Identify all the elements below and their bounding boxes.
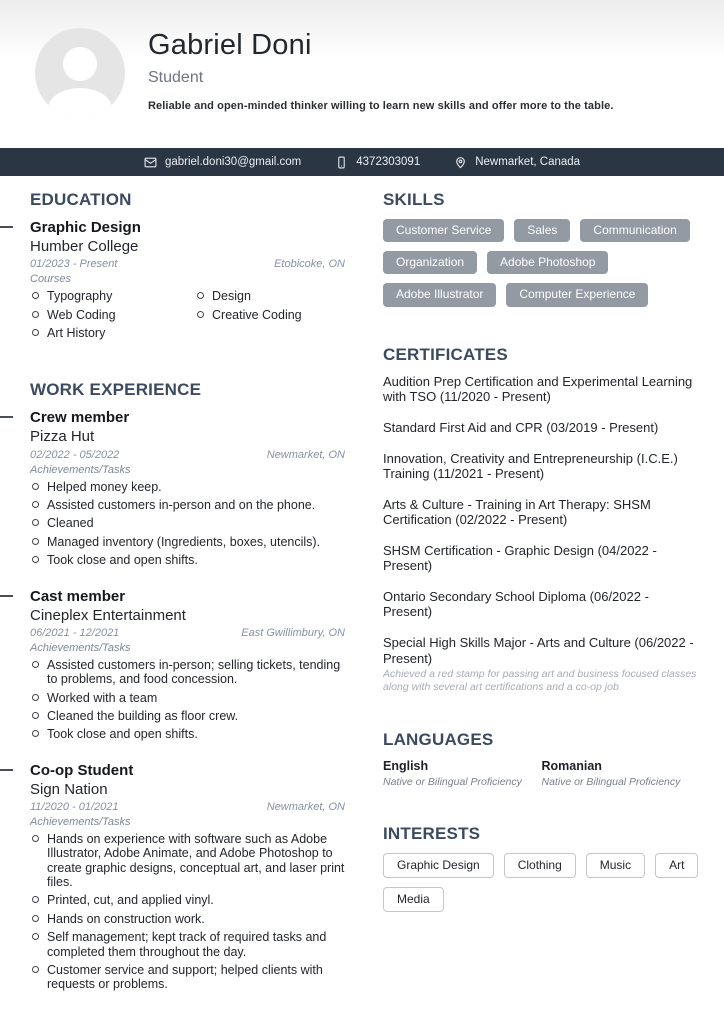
language-name: English — [383, 758, 429, 773]
tasks-label: Achievements/Tasks — [30, 463, 131, 476]
tasks-label: Achievements/Tasks — [30, 641, 131, 654]
contact-location — [454, 156, 580, 169]
entry-location: Newmarket, ON — [266, 448, 345, 461]
degree-title: Graphic Design — [30, 219, 141, 236]
tasks-list — [30, 832, 345, 992]
language-item — [542, 759, 701, 788]
identity-block — [148, 28, 613, 148]
list-item: Assisted customers in-person; selling tickets, tending to problems, and food concession. — [30, 658, 345, 687]
certificate-item: Ontario Secondary School Diploma (06/2022 - Present) — [383, 589, 649, 620]
list-item: Cleaned the building as floor crew. — [30, 709, 345, 723]
list-item: Design — [195, 289, 345, 303]
smartphone-icon — [335, 156, 348, 169]
entry-meta — [30, 801, 345, 813]
company-name: Pizza Hut — [30, 428, 95, 446]
list-item: Printed, cut, and applied vinyl. — [30, 893, 345, 907]
list-item: Hands on construction work. — [30, 912, 345, 926]
entry-dates: 01/2023 - Present — [30, 258, 118, 271]
skill-badge: Communication — [580, 219, 689, 242]
skill-badge: Customer Service — [383, 219, 504, 242]
location-value: Newmarket, Canada — [475, 156, 581, 168]
section-work-experience — [30, 380, 345, 991]
section-skills — [383, 190, 700, 307]
list-item: Typography — [30, 289, 195, 303]
interests-heading: INTERESTS — [383, 823, 481, 843]
certificate-item — [383, 635, 700, 693]
skills-heading: SKILLS — [383, 190, 445, 209]
section-certificates — [383, 345, 700, 694]
timeline-tick — [0, 416, 13, 418]
certificate-item: Audition Prep Certification and Experimental Learning with TSO (11/2020 - Present) — [383, 373, 693, 404]
avatar — [35, 28, 125, 118]
entry-meta — [30, 258, 345, 270]
certificate-item: Standard First Aid and CPR (03/2019 - Present) — [383, 419, 659, 435]
entry-location: Newmarket, ON — [266, 800, 345, 813]
section-interests — [383, 824, 700, 912]
skill-badge: Computer Experience — [506, 283, 648, 306]
education-entry — [30, 219, 345, 344]
entry-location: Etobicoke, ON — [274, 258, 345, 271]
company-name: Cineplex Entertainment — [30, 606, 186, 624]
certificate-text: Special High Skills Major - Arts and Culture (06/2022 - Present) — [383, 635, 694, 666]
language-level: Native or Bilingual Proficiency — [541, 775, 681, 788]
school-name: Humber College — [30, 238, 139, 255]
skill-badge: Organization — [383, 251, 477, 274]
list-item: Self management; kept track of required tasks and completed them throughout the day. — [30, 930, 345, 959]
person-name: Gabriel Doni — [148, 29, 312, 61]
list-item: Art History — [30, 326, 195, 340]
certificate-item: SHSM Certification - Graphic Design (04/2022 - Present) — [383, 543, 657, 574]
work-entry — [30, 762, 345, 992]
list-item: Web Coding — [30, 308, 195, 322]
list-item: Customer service and support; helped clients with requests or problems. — [30, 963, 345, 992]
email-value: gabriel.doni30@gmail.com — [164, 156, 302, 168]
certificate-item: Innovation, Creativity and Entrepreneurship (I.C.E.) Training (11/2021 - Present) — [383, 450, 678, 481]
list-item: Creative Coding — [195, 308, 345, 322]
person-silhouette-icon — [63, 47, 97, 81]
entry-meta — [30, 449, 345, 461]
person-title: Student — [148, 69, 204, 86]
interest-badge: Media — [383, 887, 444, 912]
skill-badge: Adobe Photoshop — [487, 251, 608, 274]
contact-phone — [335, 156, 420, 169]
work-entry — [30, 409, 345, 567]
section-languages — [383, 730, 700, 788]
tasks-label: Achievements/Tasks — [30, 815, 131, 828]
envelope-icon — [144, 156, 157, 169]
phone-value: 4372303091 — [356, 156, 421, 168]
skill-badge: Adobe Illustrator — [383, 283, 496, 306]
contact-bar — [0, 148, 724, 176]
summary-text: Reliable and open-minded thinker willing to learn new skills and offer more to the table. — [148, 100, 614, 112]
timeline-tick — [0, 769, 13, 771]
job-title: Crew member — [30, 409, 130, 427]
list-item: Worked with a team — [30, 691, 345, 705]
interest-badge: Graphic Design — [383, 853, 494, 878]
right-column — [383, 190, 700, 996]
job-title: Cast member — [30, 587, 126, 605]
work-experience-heading: WORK EXPERIENCE — [30, 380, 202, 400]
interest-badge: Art — [655, 853, 698, 878]
list-item: Hands on experience with software such as Adobe Illustrator, Adobe Animate, and Adobe Photoshop to create graphic designs, conceptual art, and laser print files. — [30, 832, 345, 890]
entry-dates: 06/2021 - 12/2021 — [30, 626, 120, 639]
left-column — [30, 190, 345, 996]
resume-header — [0, 0, 724, 148]
certificate-note: Achieved a red stamp for passing art and business focused classes along with several art certifications and a co-op job — [383, 667, 697, 693]
interest-badge: Music — [586, 853, 645, 878]
entry-location: East Gwillimbury, ON — [241, 626, 345, 639]
tasks-list — [30, 480, 345, 568]
tasks-list — [30, 658, 345, 742]
skill-badge: Sales — [514, 219, 570, 242]
timeline-tick — [0, 226, 13, 228]
language-item — [383, 759, 542, 788]
map-pin-icon — [454, 156, 467, 169]
interest-badge: Clothing — [504, 853, 576, 878]
list-item: Assisted customers in-person and on the phone. — [30, 498, 345, 512]
person-silhouette-icon — [48, 88, 112, 118]
list-item: Managed inventory (Ingredients, boxes, utencils). — [30, 535, 345, 549]
company-name: Sign Nation — [30, 780, 108, 798]
list-item: Cleaned — [30, 516, 345, 530]
courses-list — [30, 289, 345, 344]
certificate-item: Arts & Culture - Training in Art Therapy: SHSM Certification (02/2022 - Present) — [383, 496, 651, 528]
entry-meta — [30, 627, 345, 639]
courses-label: Courses — [30, 273, 71, 286]
job-title: Co-op Student — [30, 761, 134, 779]
list-item: Took close and open shifts. — [30, 553, 345, 567]
education-heading: EDUCATION — [30, 190, 132, 209]
contact-email — [144, 156, 301, 169]
skills-badges — [383, 219, 700, 307]
list-item: Took close and open shifts. — [30, 727, 345, 741]
entry-dates: 02/2022 - 05/2022 — [30, 448, 120, 461]
resume-body — [0, 176, 724, 996]
work-entry — [30, 588, 345, 742]
section-education — [30, 190, 345, 344]
entry-dates: 11/2020 - 01/2021 — [30, 800, 119, 813]
timeline-tick — [0, 595, 13, 597]
languages-grid — [383, 759, 700, 788]
language-name: Romanian — [541, 758, 602, 773]
list-item: Helped money keep. — [30, 480, 345, 494]
language-level: Native or Bilingual Proficiency — [383, 775, 522, 788]
certificates-heading: CERTIFICATES — [383, 344, 508, 364]
interests-badges — [383, 853, 700, 912]
languages-heading: LANGUAGES — [383, 729, 494, 749]
